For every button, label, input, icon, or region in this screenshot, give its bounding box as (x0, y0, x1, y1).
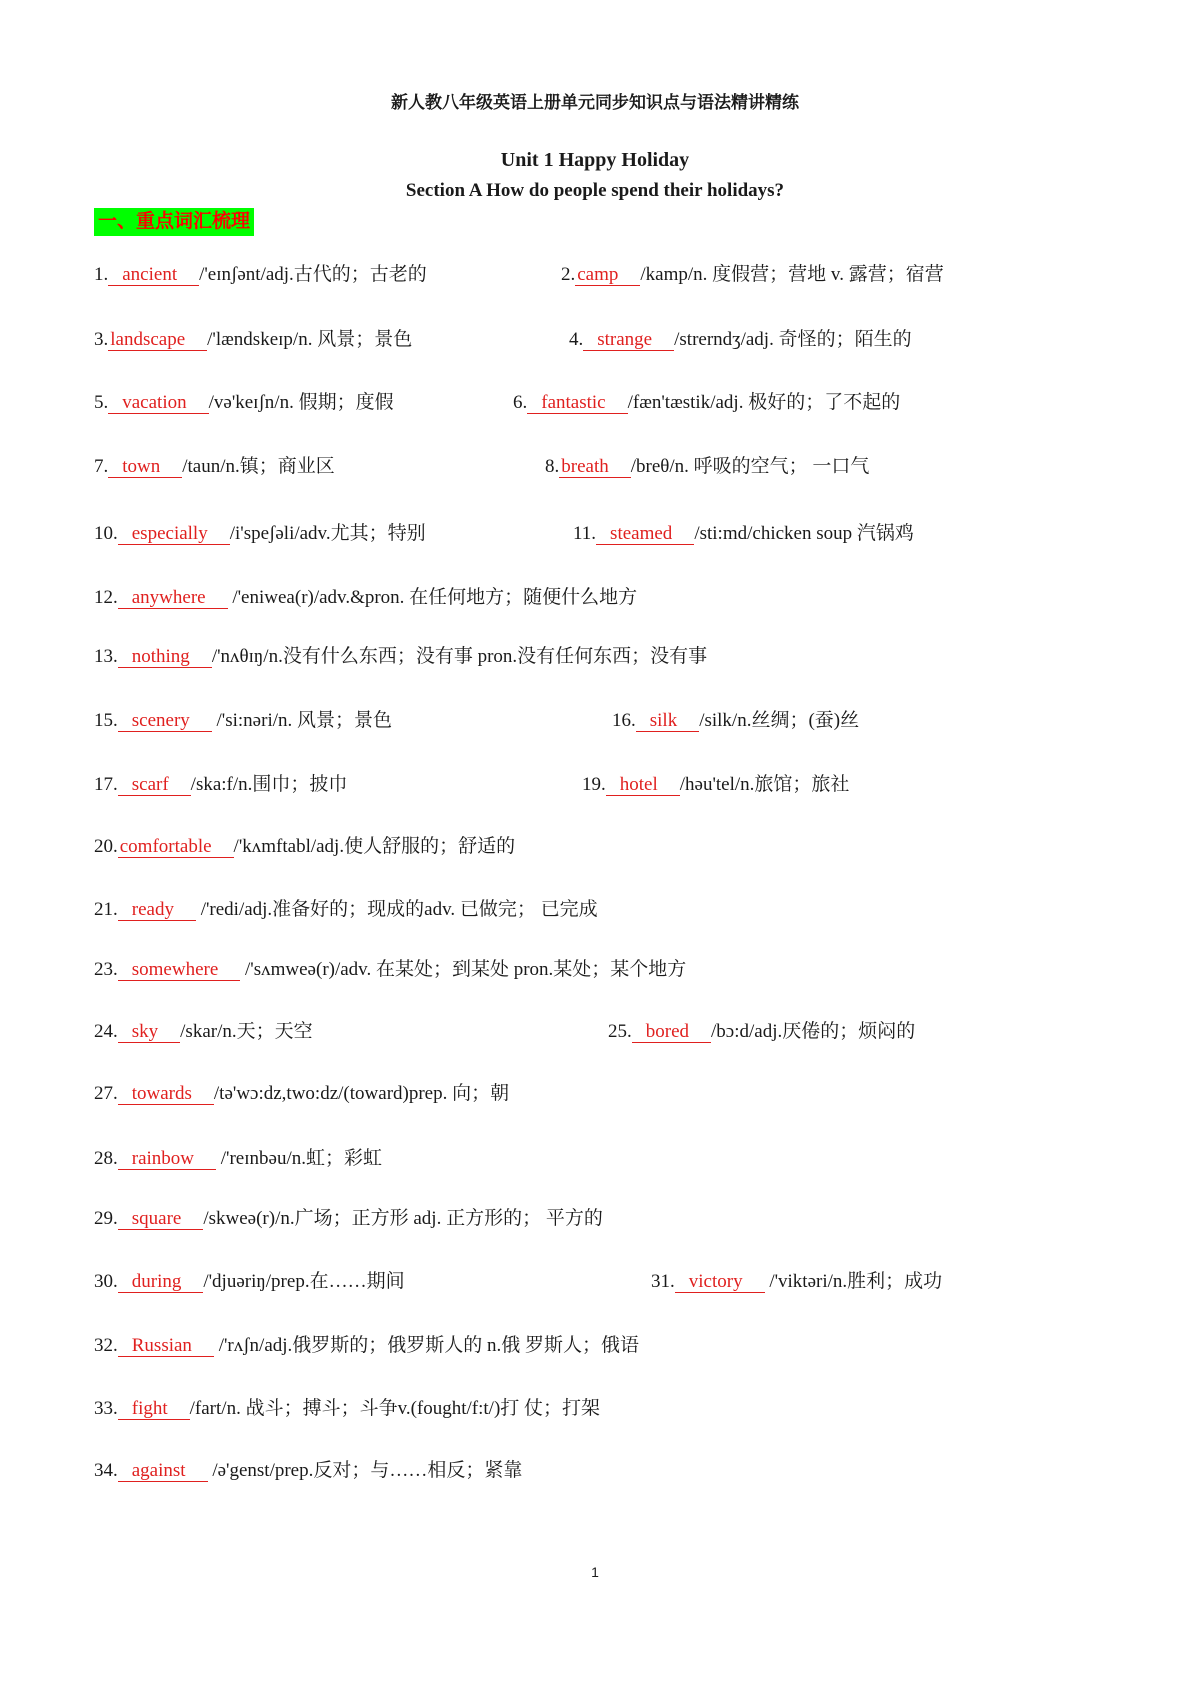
vocab-number: 17. (94, 774, 118, 795)
vocab-number: 19. (582, 774, 606, 795)
vocab-answer: silk (636, 711, 699, 732)
vocab-definition: /breθ/n. 呼吸的空气； 一口气 (630, 456, 870, 477)
vocab-entry (608, 1020, 915, 1044)
vocab-number: 12. (94, 587, 118, 608)
vocab-number: 10. (94, 523, 118, 544)
vocab-number: 32. (94, 1335, 118, 1356)
vocab-entry (545, 455, 869, 479)
vocab-entry (94, 1020, 313, 1044)
vocab-definition: /skar/n.天；天空 (180, 1021, 313, 1042)
vocab-answer: camp (575, 265, 640, 286)
vocab-definition: /taun/n.镇；商业区 (182, 456, 335, 477)
vocab-number: 29. (94, 1208, 118, 1229)
vocab-number: 31. (651, 1271, 675, 1292)
document-title: 新人教八年级英语上册单元同步知识点与语法精讲精练 (391, 93, 799, 112)
vocab-definition: /bɔ:d/adj.厌倦的；烦闷的 (711, 1021, 916, 1042)
vocab-number: 33. (94, 1398, 118, 1419)
vocab-answer: hotel (606, 775, 680, 796)
vocab-definition: /və'keɪʃn/n. 假期；度假 (208, 392, 394, 413)
vocab-number: 16. (612, 710, 636, 731)
vocab-definition: /strerndʒ/adj. 奇怪的；陌生的 (674, 329, 912, 350)
vocab-entry (94, 1459, 522, 1483)
vocab-answer: scenery (118, 711, 212, 732)
vocab-entry (94, 709, 392, 733)
vocab-definition: /'reɪnbəu/n.虹；彩虹 (216, 1148, 382, 1169)
unit-title: Unit 1 Happy Holiday (500, 149, 690, 171)
vocab-answer: during (118, 1272, 204, 1293)
vocab-definition: /ska:f/n.围巾；披巾 (190, 774, 348, 795)
vocab-answer: fantastic (527, 393, 627, 414)
vocab-number: 20. (94, 836, 118, 857)
vocab-answer: sky (118, 1022, 180, 1043)
vocab-entry (94, 835, 515, 859)
vocab-number: 30. (94, 1271, 118, 1292)
vocab-entry (94, 958, 686, 982)
vocab-number: 8. (545, 456, 560, 477)
vocab-definition: /'eniwea(r)/adv.&pron. 在任何地方；随便什么地方 (227, 587, 638, 608)
vocab-number: 7. (94, 456, 109, 477)
vocab-answer: square (118, 1209, 204, 1230)
vocab-answer: Russian (118, 1336, 214, 1357)
vocab-number: 2. (561, 264, 576, 285)
vocab-entry (94, 773, 347, 797)
vocab-definition: /ə'genst/prep.反对；与……相反；紧靠 (207, 1460, 523, 1481)
vocab-answer: steamed (596, 524, 694, 545)
vocab-entry (94, 1334, 639, 1358)
vocab-definition: /skweə(r)/n.广场；正方形 adj. 正方形的； 平方的 (203, 1208, 603, 1229)
vocab-definition: /'sʌmweə(r)/adv. 在某处；到某处 pron.某处；某个地方 (240, 959, 687, 980)
vocab-entry (94, 522, 426, 546)
vocab-definition: /'si:nəri/n. 风景；景色 (211, 710, 393, 731)
vocab-entry (573, 522, 914, 546)
vocab-number: 24. (94, 1021, 118, 1042)
vocab-answer: town (108, 457, 182, 478)
vocab-definition: /sti:md/chicken soup 汽锅鸡 (694, 523, 914, 544)
vocab-answer: fight (118, 1399, 190, 1420)
vocab-number: 5. (94, 392, 109, 413)
vocab-entry (94, 586, 637, 610)
vocab-answer: ready (118, 900, 196, 921)
vocab-definition: /tə'wɔ:dz,two:dz/(toward)prep. 向；朝 (213, 1083, 510, 1104)
vocab-number: 15. (94, 710, 118, 731)
section-title: Section A How do people spend their holidays? (405, 180, 785, 201)
vocab-answer: somewhere (118, 960, 241, 981)
vocab-definition: /'rʌʃn/adj.俄罗斯的；俄罗斯人的 n.俄 罗斯人；俄语 (213, 1335, 640, 1356)
vocab-number: 3. (94, 329, 109, 350)
vocab-answer: victory (675, 1272, 765, 1293)
vocab-answer: comfortable (118, 837, 234, 858)
vocab-entry (94, 391, 394, 415)
vocab-number: 23. (94, 959, 118, 980)
vocab-definition: /'kʌmftabl/adj.使人舒服的；舒适的 (233, 836, 516, 857)
vocab-answer: towards (118, 1084, 214, 1105)
vocab-number: 13. (94, 646, 118, 667)
vocab-definition: /'viktəri/n.胜利；成功 (764, 1271, 943, 1292)
vocab-answer: ancient (108, 265, 199, 286)
vocab-answer: anywhere (118, 588, 228, 609)
vocab-entry (94, 898, 598, 922)
vocab-number: 1. (94, 264, 109, 285)
vocab-entry (561, 263, 944, 287)
vocab-number: 6. (513, 392, 528, 413)
vocab-answer: especially (118, 524, 230, 545)
vocab-answer: rainbow (118, 1149, 216, 1170)
vocab-answer: vacation (108, 393, 208, 414)
vocab-entry (651, 1270, 942, 1294)
vocab-definition: /'redi/adj.准备好的；现成的adv. 已做完； 已完成 (195, 899, 598, 920)
vocab-section-heading: 一、重点词汇梳理 (94, 208, 254, 236)
vocab-definition: /həu'tel/n.旅馆；旅社 (679, 774, 850, 795)
vocab-number: 11. (573, 523, 597, 544)
vocab-number: 21. (94, 899, 118, 920)
vocab-answer: nothing (118, 647, 212, 668)
vocab-definition: /silk/n.丝绸；(蚕)丝 (699, 710, 860, 731)
vocab-entry (94, 1082, 509, 1106)
vocab-entry (94, 328, 412, 352)
vocab-entry (612, 709, 859, 733)
vocab-number: 34. (94, 1460, 118, 1481)
vocab-definition: /i'speʃəli/adv.尤其；特别 (229, 523, 426, 544)
vocab-entry (94, 263, 427, 287)
vocab-entry (94, 1207, 603, 1231)
vocab-answer: landscape (108, 330, 207, 351)
vocab-answer: breath (559, 457, 630, 478)
vocab-definition: /fart/n. 战斗；搏斗；斗争v.(fought/f:t/)打 仗；打架 (189, 1398, 601, 1419)
vocab-number: 4. (569, 329, 584, 350)
vocab-answer: scarf (118, 775, 191, 796)
vocab-entry (513, 391, 900, 415)
vocab-number: 25. (608, 1021, 632, 1042)
vocab-entry (569, 328, 912, 352)
vocab-entry (94, 1147, 382, 1171)
vocab-entry (94, 645, 707, 669)
page-number: 1 (591, 1564, 599, 1580)
vocab-definition: /'eɪnʃənt/adj.古代的；古老的 (199, 264, 427, 285)
vocab-definition: /'nʌθɪŋ/n.没有什么东西；没有事 pron.没有任何东西；没有事 (211, 646, 708, 667)
vocab-number: 27. (94, 1083, 118, 1104)
vocab-entry (94, 455, 335, 479)
vocab-definition: /'lændskeɪp/n. 风景；景色 (207, 329, 413, 350)
vocab-definition: /'djuəriŋ/prep.在……期间 (203, 1271, 405, 1292)
vocab-answer: against (118, 1461, 208, 1482)
vocab-answer: bored (632, 1022, 711, 1043)
vocab-answer: strange (583, 330, 674, 351)
vocab-definition: /fæn'tæstik/adj. 极好的；了不起的 (627, 392, 901, 413)
vocab-number: 28. (94, 1148, 118, 1169)
vocab-definition: /kamp/n. 度假营；营地 v. 露营；宿营 (640, 264, 944, 285)
vocab-entry (582, 773, 849, 797)
vocab-entry (94, 1397, 600, 1421)
vocab-entry (94, 1270, 405, 1294)
